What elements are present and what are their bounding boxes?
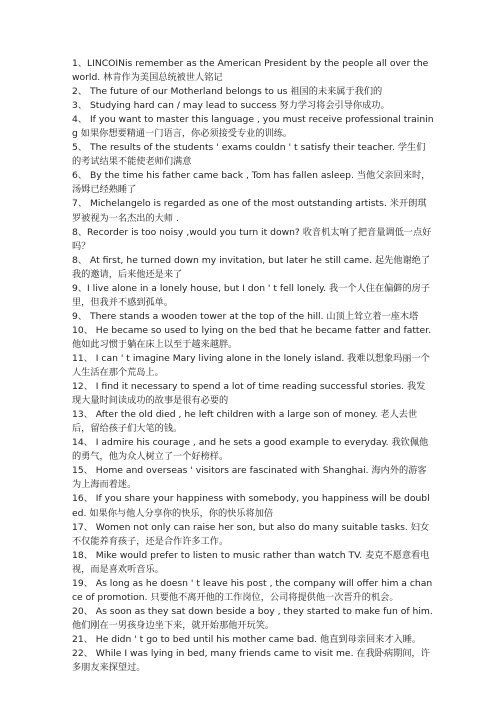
sentence-entry: 6、 By the time his father came back , Tom has fallen asleep. 当他父亲回来时，汤姆已经熟睡了 bbox=[72, 170, 431, 196]
sentence-entry: 11、 I can ' t imagine Mary living alone in the lonely island. 我难以想象玛丽一个人生活在那个荒岛上。 bbox=[72, 352, 430, 379]
sentence-entry: 17、 Women not only can raise her son, but also do many suitable tasks. 妇女不仅能养育孩子，还是合作许多工作。 bbox=[72, 521, 430, 547]
sentence-entry: 8、 At first, he turned down my invitation, but later he still came. 起先他谢绝了我的邀请，后来他还是来了 bbox=[72, 254, 431, 280]
sentence-list bbox=[72, 57, 434, 675]
sentence-entry: 8、Recorder is too noisy ,would you turn it down? 收音机太响了把音量调低一点好吗？ bbox=[72, 226, 432, 252]
sentence-entry: 22、 While I was lying in bed, many friends came to visit me. 在我卧病期间，许多朋友来探望过。 bbox=[72, 647, 430, 674]
sentence-entry: 15、 Home and overseas ' visitors are fascinated with Shanghai. 海内外的游客为上海而着迷。 bbox=[72, 465, 427, 491]
sentence-entry: 5、 The results of the students ' exams couldn ' t satisfy their teacher. 学生们的考试结果不能使老师们满意 bbox=[72, 142, 426, 168]
sentence-entry: 7、 Michelangelo is regarded as one of the most outstanding artists. 米开朗琪罗被视为一名杰出的大师 . bbox=[72, 198, 427, 224]
sentence-entry: 21、 He didn ' t go to bed until his mother came bad. 他直到母亲回来才入睡。 bbox=[72, 633, 422, 645]
sentence-entry: 18、 Mike would prefer to listen to music rather than watch TV. 麦克不愿意看电视，而是喜欢听音乐。 bbox=[72, 549, 430, 575]
sentence-entry: 13、 After the old died , he left children with a large son of money. 老人去世后，留给孩子们大笔的钱。 bbox=[72, 409, 418, 435]
sentence-entry: 16、 If you share your happiness with somebody, you happiness will be doubled. 如果你与他人分享你的快乐，你的快乐将加倍 bbox=[72, 493, 430, 519]
sentence-entry: 14、 I admire his courage , and he sets a good example to everyday. 我钦佩他的勇气，他为众人树立了一个好榜样。 bbox=[72, 437, 429, 463]
sentence-entry: 19、 As long as he doesn ' t leave his post , the company will offer him a chance of promotion. 只要他不离开他的工作岗位，公司将提供他一次晋升的机会。 bbox=[72, 577, 433, 603]
sentence-entry: 12、 I find it necessary to spend a lot of time reading successful stories. 我发现大量时间读成功的故事是很有必要的 bbox=[72, 381, 426, 407]
sentence-entry: 2、 The future of our Motherland belongs to us 祖国的未来属于我们的 bbox=[72, 86, 383, 98]
sentence-entry: 3、 Studying hard can / may lead to success 努力学习将会引导你成功。 bbox=[72, 100, 390, 112]
sentence-entry: 10、 He became so used to lying on the bed that he became fatter and fatter. 他如此习惯于躺在床上以至于越来越胖。 bbox=[72, 324, 432, 350]
sentence-entry: 9、 There stands a wooden tower at the top of the hill. 山顶上耸立着一座木塔 bbox=[72, 310, 419, 322]
sentence-entry: 20、 As soon as they sat down beside a boy , they started to make fun of him. 他们刚在一男孩身边坐下来，就开始那他开玩笑。 bbox=[72, 605, 433, 631]
sentence-entry: 4、 If you want to master this language , you must receive professional training 如果你想要精通一门语言，你必须接受专业的训练。 bbox=[72, 114, 434, 140]
sentence-entry: 1、LINCOINis remember as the American President by the people all over the world. 林肯作为美国总统被世人铭记 bbox=[72, 58, 429, 84]
sentence-entry: 9、I live alone in a lonely house, but I don ' t fell lonely. 我一个人住在偏僻的房子里，但我并不感到孤单。 bbox=[72, 282, 431, 308]
